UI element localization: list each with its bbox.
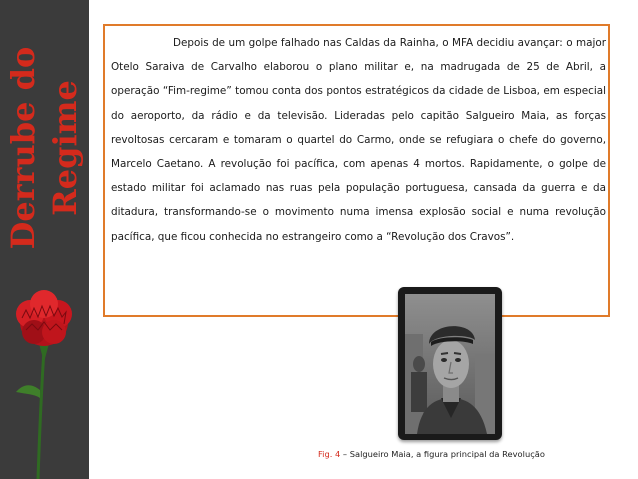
figure-caption — [318, 449, 545, 459]
figure-caption-text: – Salgueiro Maia, a figura principal da Revolução — [340, 449, 545, 459]
title-line-1: Derrube do — [4, 46, 42, 250]
title-line-2: Regime — [46, 80, 84, 216]
text-box — [103, 24, 610, 317]
sidebar — [0, 0, 89, 479]
body-paragraph: Depois de um golpe falhado nas Caldas da Rainha, o MFA decidiu avançar: o major Otelo Saraiva de Carvalho elaborou o plano militar e, na madrugada de 25 de Abril, a operação “Fim-regime” tomou conta dos pontos estratégicos da cidade de Lisboa, em especial do aeroporto, da rádio e da televisão. Lideradas pelo capitão Salgueiro Maia, as forças revoltosas cercaram e tomaram o quartel do Carmo, onde se refugiara o chefe do governo, Marcelo Caetano. A revolução foi pacífica, com apenas 4 mortos. Rapidamente, o golpe de estado militar foi aclamado nas ruas pela população portuguesa, cansada da guerra e da ditadura, transformando-se o movimento numa imensa explosão social e numa revolução pacífica, que ficou conhecida no estrangeiro como a “Revolução dos Cravos”. — [111, 37, 606, 243]
portrait-photo — [405, 294, 495, 434]
slide-title — [2, 47, 86, 250]
carnation-icon — [0, 270, 89, 479]
figure-label: Fig. 4 — [318, 449, 341, 459]
